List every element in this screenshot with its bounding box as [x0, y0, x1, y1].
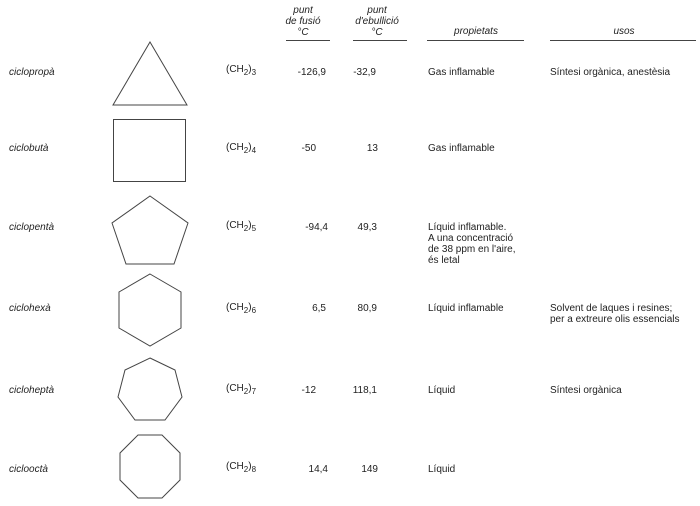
boiling-point-value: 149: [361, 464, 378, 475]
melting-point-value: 14,4: [308, 464, 328, 475]
melting-point-value: -50: [301, 143, 316, 154]
header-rule-boiling: [353, 40, 407, 41]
melting-point-value: -12: [301, 385, 316, 396]
triangle-icon: [110, 40, 190, 108]
uses-line: Solvent de laques i resines;: [550, 303, 673, 314]
heptagon-icon: [116, 356, 184, 426]
molecular-formula: $(CH_2)_4$: [226, 142, 257, 155]
boiling-point-value: 13: [366, 143, 378, 154]
header-rule-properties: [427, 40, 524, 41]
properties-line: Líquid: [428, 385, 456, 396]
properties-line: és letal: [428, 255, 460, 266]
uses-line: Síntesi orgànica, anestèsia: [550, 67, 671, 78]
header-rule-uses: [550, 40, 696, 41]
octagon-icon: [117, 433, 183, 501]
compound-name: ciclopentà: [9, 222, 55, 233]
uses-header: usos: [613, 26, 635, 37]
boiling-header-unit: °C: [371, 27, 383, 38]
uses-line: per a extreure olis essencials: [550, 314, 680, 325]
properties-line: A una concentració: [428, 233, 514, 244]
compound-name: cicloheptà: [9, 385, 55, 396]
boiling-point-header: [344, 5, 410, 38]
hexagon-icon: [116, 272, 184, 348]
uses-cell: [550, 67, 700, 78]
melting-point-header: [276, 5, 330, 38]
properties-cell: [428, 67, 546, 78]
properties-line: Líquid: [428, 464, 456, 475]
melting-point-value: 6,5: [312, 303, 326, 314]
square-icon: [112, 118, 188, 184]
melting-point-value: -126,9: [297, 67, 326, 78]
boiling-point-value: 49,3: [357, 222, 377, 233]
boiling-header-line1: punt: [367, 5, 387, 16]
compound-name: ciclooctà: [9, 464, 48, 475]
molecular-formula: $(CH_2)_8$: [226, 461, 257, 474]
molecular-formula: $(CH_2)_6$: [226, 302, 257, 315]
compound-name: ciclopropà: [9, 67, 55, 78]
compound-name: ciclobutà: [9, 143, 49, 154]
uses-cell: [550, 385, 700, 396]
molecular-formula: $(CH_2)_3$: [226, 64, 257, 77]
melting-point-value: -94,4: [305, 222, 328, 233]
melting-header-unit: °C: [297, 27, 309, 38]
properties-cell: [428, 303, 546, 314]
melting-header-line1: punt: [293, 5, 313, 16]
uses-cell: [550, 303, 700, 325]
molecular-formula: $(CH_2)_5$: [226, 220, 257, 233]
boiling-point-value: -32,9: [353, 67, 376, 78]
header-rule-melting: [286, 40, 330, 41]
properties-line: Líquid inflamable: [428, 303, 504, 314]
properties-cell: [428, 143, 546, 154]
properties-line: Gas inflamable: [428, 143, 495, 154]
properties-line: Líquid inflamable.: [428, 222, 507, 233]
boiling-header-line2: d'ebullició: [355, 16, 399, 27]
pentagon-icon: [110, 194, 190, 266]
uses-line: Síntesi orgànica: [550, 385, 622, 396]
properties-line: Gas inflamable: [428, 67, 495, 78]
boiling-point-value: 118,1: [352, 385, 377, 396]
compound-name: ciclohexà: [9, 303, 51, 314]
properties-cell: [428, 222, 546, 266]
boiling-point-value: 80,9: [357, 303, 377, 314]
properties-cell: [428, 385, 546, 396]
melting-header-line2: de fusió: [285, 16, 321, 27]
properties-cell: [428, 464, 546, 475]
properties-line: de 38 ppm en l'aire,: [428, 244, 516, 255]
molecular-formula: $(CH_2)_7$: [226, 383, 257, 396]
properties-header: propietats: [454, 26, 498, 37]
